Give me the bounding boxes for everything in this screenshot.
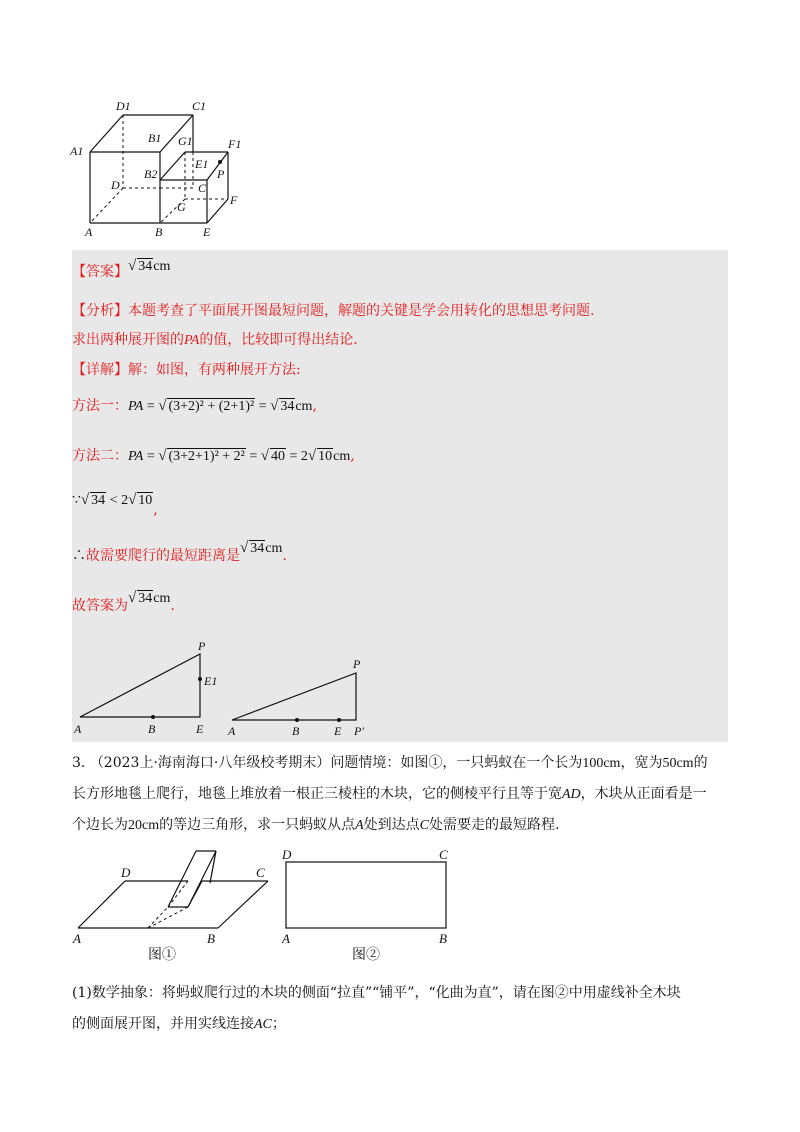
unfolding-triangles	[72, 638, 728, 742]
label-f1: F1	[228, 137, 242, 151]
label-a: A	[85, 225, 93, 238]
label-p: P	[217, 167, 225, 181]
label-b1: B1	[148, 131, 162, 145]
q3-line-2: 长方形地毯上爬行，地毯上堆放着一根正三棱柱的木块，它的侧棱平行且等于宽AD，木块从正面看是一	[72, 786, 707, 802]
label-g1: G1	[178, 134, 193, 148]
question-3-text	[72, 748, 728, 841]
label-b2: B2	[144, 167, 158, 181]
detail-label: 【详解】	[72, 362, 128, 378]
point-p	[218, 160, 222, 164]
figure-2-caption: 图②	[352, 948, 380, 963]
answer-label: 【答案】	[72, 264, 128, 280]
tri-left-b: B	[148, 722, 156, 736]
tri-right-b: B	[292, 724, 300, 738]
question-3-part-1	[72, 978, 728, 1040]
tri-left-a: A	[74, 722, 82, 736]
part1-line-2: 的侧面展开图，并用实线连接AC；	[72, 1016, 286, 1032]
answer-line: 【答案】√ 34cm	[72, 258, 171, 280]
method-2-line: 方法二：PA = √ (3+2+1)² + 2² = √ 40 = 2√ 10cm,	[72, 448, 355, 464]
tri-left-p: P	[198, 639, 206, 653]
label-g: G	[177, 200, 186, 214]
q3-line-1: 3. （2023上·海南海口·八年级校考期末）问题情境：如图①，一只蚂蚁在一个长为100cm，宽为50cm的	[72, 755, 708, 771]
question-3-figures	[70, 843, 470, 968]
fig2-label-a: A	[282, 931, 290, 946]
q3-line-3: 个边长为20cm的等边三角形，求一只蚂蚁从点A处到达点C处需要走的最短路程.	[72, 817, 560, 833]
part1-line-1: (1)数学抽象：将蚂蚁爬行过的木块的侧面“拉直”“铺平”，“化曲为直”，请在图②中用虚线补全木块	[72, 985, 681, 1001]
analysis-line-2: 求出两种展开图的PA的值，比较即可得出结论.	[72, 332, 358, 348]
label-c1: C1	[192, 99, 207, 113]
tri-right-e: E	[334, 724, 342, 738]
label-b: B	[155, 225, 163, 238]
label-d: D	[111, 178, 120, 192]
figure-2-rect	[286, 862, 446, 928]
final-line: 故答案为√ 34cm.	[72, 590, 175, 614]
detail-line: 【详解】解：如图，有两种展开方法:	[72, 362, 301, 378]
label-f: F	[230, 193, 238, 207]
analysis-line-1: 【分析】本题考查了平面展开图最短问题，解题的关键是学会用转化的思想思考问题.	[72, 303, 595, 319]
fig2-label-c: C	[439, 847, 448, 862]
figure-1-caption: 图①	[148, 948, 176, 963]
fig1-label-a: A	[73, 931, 81, 946]
fig2-label-b: B	[439, 931, 447, 946]
fig1-label-c: C	[256, 865, 265, 880]
fig1-label-b: B	[207, 931, 215, 946]
tri-right-p: P	[353, 657, 361, 671]
tri-left-e: E	[196, 722, 204, 736]
analysis-label: 【分析】	[72, 303, 128, 319]
prism-figure	[60, 92, 260, 238]
tri-left-e1: E1	[204, 674, 218, 688]
solution-block	[72, 250, 728, 742]
label-e: E	[203, 225, 211, 238]
method-1-line: 方法一：PA = √ (3+2)² + (2+1)² = √ 34cm,	[72, 398, 317, 414]
tri-right-p-prime: P′	[354, 724, 364, 738]
label-c: C	[198, 181, 207, 195]
tri-right-a: A	[228, 724, 236, 738]
conclusion-line: ∴故需要爬行的最短距离是√ 34cm.	[72, 540, 287, 564]
fig2-label-d: D	[282, 847, 292, 862]
label-d1: D1	[116, 99, 131, 113]
compare-line: ∵√ 34 < 2√ 10,	[72, 492, 158, 518]
label-a1: A1	[70, 144, 84, 158]
fig1-label-d: D	[121, 865, 131, 880]
label-e1: E1	[195, 157, 209, 171]
